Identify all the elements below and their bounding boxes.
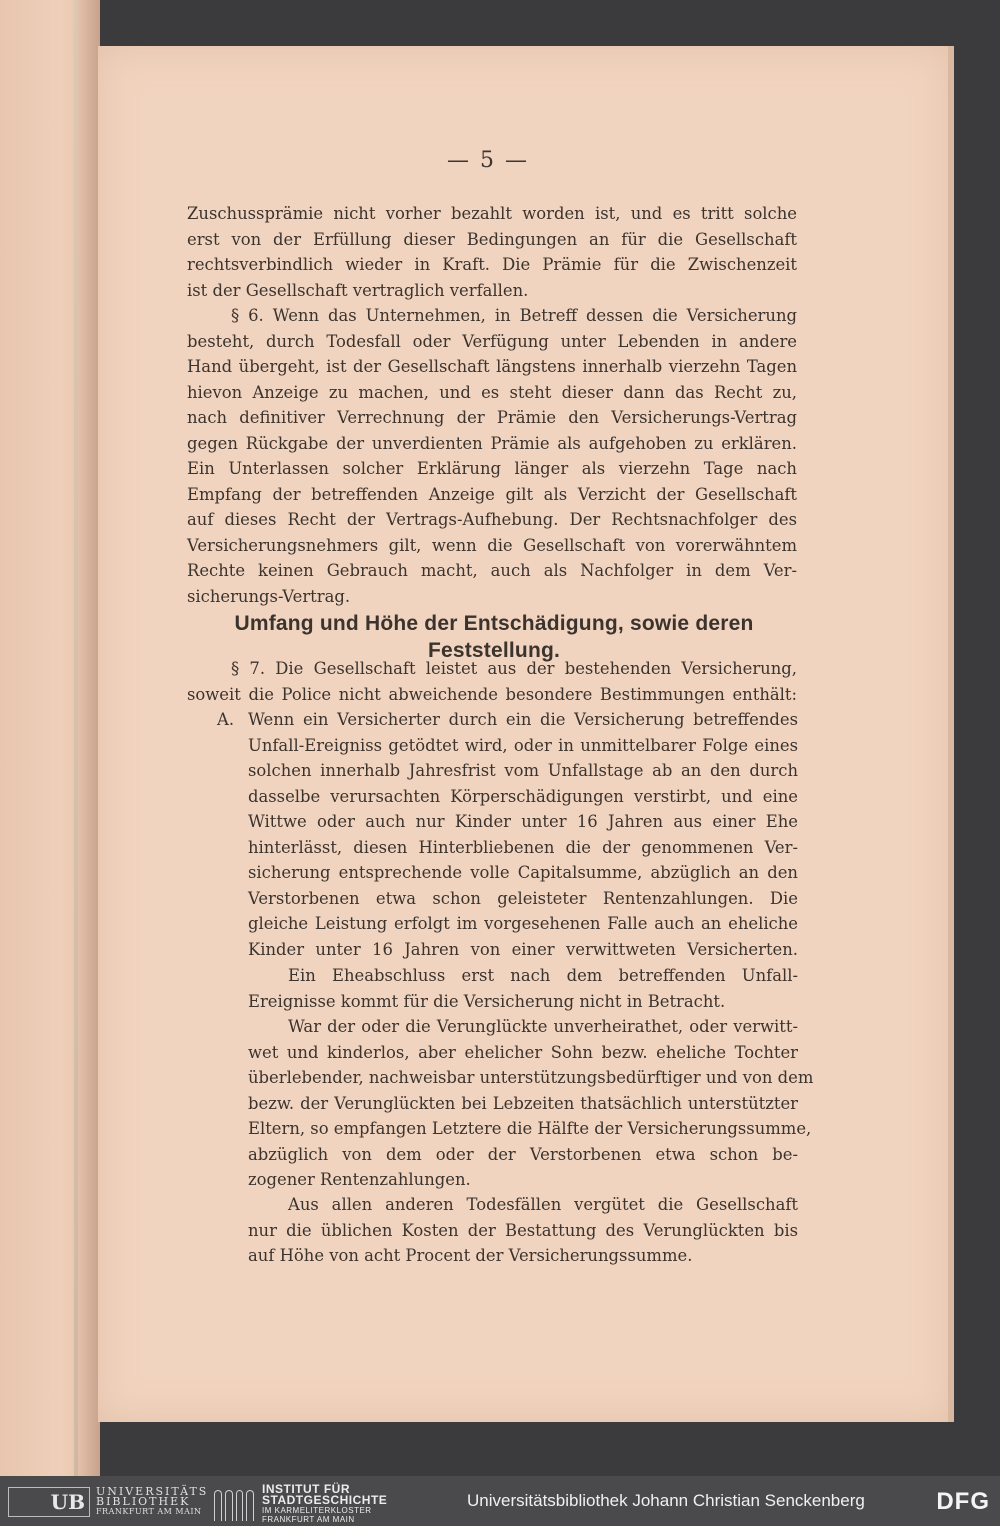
text-line: War der oder die Verunglückte unverheirathet, oder verwitt- bbox=[288, 1017, 798, 1036]
text-line: solchen innerhalb Jahresfrist vom Unfallstage ab an den durch bbox=[248, 761, 798, 780]
text-line: zogener Rentenzahlungen. bbox=[248, 1170, 471, 1189]
text-line: wet und kinderlos, aber ehelicher Sohn bezw. eheliche Tochter bbox=[248, 1042, 798, 1062]
dfg-logo[interactable]: DFG bbox=[936, 1488, 990, 1515]
text-line: Wittwe oder auch nur Kinder unter 16 Jahren aus einer Ehe bbox=[248, 812, 798, 831]
text-line: auf Höhe von acht Procent der Versicherungssumme. bbox=[248, 1246, 693, 1265]
text-line: hievon Anzeige zu machen, und es steht dieser dann das Recht zu, bbox=[187, 382, 797, 402]
text-line: Versicherungsnehmers gilt, wenn die Gesellschaft von vorerwähntem bbox=[187, 535, 797, 555]
text-line: Rechte keinen Gebrauch macht, auch als Nachfolger in dem Ver- bbox=[187, 561, 797, 580]
isg-line-4: FRANKFURT AM MAIN bbox=[262, 1515, 355, 1524]
isg-line-1: INSTITUT FÜR bbox=[262, 1482, 350, 1496]
text-line: auf dieses Recht der Vertrags-Aufhebung. Der Rechtsnachfolger des bbox=[187, 510, 797, 529]
paragraphs-top bbox=[187, 201, 797, 609]
text-line: nach definitiver Verrechnung der Prämie den Versicherungs-Vertrag bbox=[187, 408, 797, 427]
heading-line-1: Umfang und Höhe der Entschädigung, sowie deren bbox=[234, 612, 754, 635]
text-line: Hand übergeht, ist der Gesellschaft längstens innerhalb vierzehn Tagen bbox=[187, 357, 797, 376]
ub-line-3: FRANKFURT AM MAIN bbox=[96, 1507, 202, 1516]
text-line: bezw. der Verunglückten bei Lebzeiten thatsächlich unterstützter bbox=[248, 1093, 798, 1113]
binding-thread bbox=[74, 0, 78, 1476]
item-a-paragraph-2 bbox=[248, 963, 798, 1014]
isg-logo[interactable] bbox=[214, 1484, 387, 1524]
page-edge bbox=[948, 46, 954, 1422]
text-line: rechtsverbindlich wieder in Kraft. Die Prämie für die Zwischenzeit bbox=[187, 255, 797, 274]
text-line: Zuschussprämie nicht vorher bezahlt worden ist, und es tritt solche bbox=[187, 204, 797, 223]
text-line: Ein Unterlassen solcher Erklärung länger als vierzehn Tage nach bbox=[187, 459, 797, 478]
text-line: hinterlässt, diesen Hinterbliebenen die der genommenen Ver- bbox=[248, 837, 798, 857]
ub-text bbox=[96, 1487, 208, 1517]
text-line: sicherungs-Vertrag. bbox=[187, 586, 351, 606]
ub-logo[interactable] bbox=[8, 1486, 208, 1518]
text-line: sicherung entsprechende volle Capitalsumme, abzüglich an den bbox=[248, 863, 798, 882]
text-line: § 7. Die Gesellschaft leistet aus der bestehenden Versicherung, bbox=[231, 659, 797, 678]
isg-arches-icon bbox=[214, 1487, 254, 1521]
text-line: Empfang der betreffenden Anzeige gilt als Verzicht der Gesellschaft bbox=[187, 484, 797, 504]
text-line: besteht, durch Todesfall oder Verfügung unter Lebenden in andere bbox=[187, 331, 797, 351]
isg-line-3: IM KARMELITERKLOSTER bbox=[262, 1506, 372, 1515]
text-line: Verstorbenen etwa schon geleisteter Rentenzahlungen. Die bbox=[248, 888, 798, 908]
text-line: nur die üblichen Kosten der Bestattung des Verunglückten bis bbox=[248, 1220, 798, 1240]
ub-mark: UB bbox=[8, 1487, 90, 1517]
text-line: Wenn ein Versicherter durch ein die Versicherung betreffendes bbox=[248, 710, 798, 729]
text-line: Ein Eheabschluss erst nach dem betreffenden Unfall- bbox=[288, 966, 798, 985]
section-7-intro bbox=[187, 656, 797, 707]
text-line: gegen Rückgabe der unverdienten Prämie als aufgehoben zu erklären. bbox=[187, 433, 797, 453]
text-line: überlebender, nachweisbar unterstützungsbedürftiger und von dem bbox=[248, 1068, 814, 1087]
library-name[interactable]: Universitätsbibliothek Johann Christian Senckenberg bbox=[467, 1491, 865, 1510]
text-line: gleiche Leistung erfolgt im vorgesehenen Falle auch an eheliche bbox=[248, 914, 798, 933]
text-line: Kinder unter 16 Jahren von einer verwittweten Versicherten. bbox=[248, 939, 798, 959]
text-line: Eltern, so empfangen Letztere die Hälfte der Versicherungssumme, bbox=[248, 1119, 812, 1138]
heading-line-2: Feststellung. bbox=[427, 639, 561, 662]
item-a-paragraph-4 bbox=[248, 1192, 798, 1269]
text-line: Aus allen anderen Todesfällen vergütet die Gesellschaft bbox=[288, 1195, 798, 1214]
ub-line-2: BIBLIOTHEK bbox=[96, 1495, 191, 1508]
text-line: dasselbe verursachten Körperschädigungen verstirbt, und eine bbox=[248, 786, 798, 806]
page-number: — 5 — bbox=[447, 148, 529, 173]
text-line: Ereignisse kommt für die Versicherung nicht in Betracht. bbox=[248, 991, 726, 1011]
text-line: soweit die Police nicht abweichende besondere Bestimmungen enthält: bbox=[187, 684, 797, 704]
item-a-label: A. bbox=[217, 710, 235, 729]
text-line: ist der Gesellschaft vertraglich verfallen. bbox=[187, 280, 529, 300]
isg-line-2: STADTGESCHICHTE bbox=[262, 1493, 388, 1507]
text-line: erst von der Erfüllung dieser Bedingungen an für die Gesellschaft bbox=[187, 229, 797, 249]
item-a-paragraph-3 bbox=[248, 1014, 814, 1193]
item-a-text bbox=[248, 707, 798, 962]
text-line: Unfall-Ereigniss getödtet wird, oder in unmittelbarer Folge eines bbox=[248, 735, 798, 755]
text-line: abzüglich von dem oder der Verstorbenen etwa schon be- bbox=[248, 1144, 798, 1164]
text-line: § 6. Wenn das Unternehmen, in Betreff dessen die Versicherung bbox=[231, 306, 797, 325]
isg-text bbox=[262, 1484, 387, 1524]
footer-bar bbox=[0, 1476, 1000, 1526]
ub-line-1: UNIVERSITÄTS bbox=[96, 1485, 209, 1498]
